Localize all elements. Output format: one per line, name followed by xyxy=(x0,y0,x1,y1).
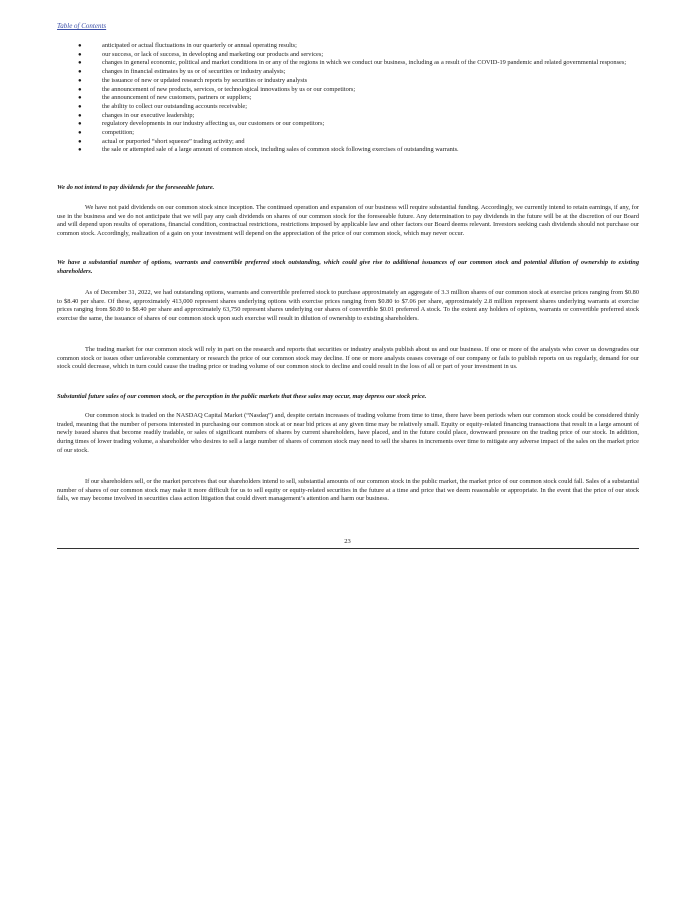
future-sales-heading: Substantial future sales of our common stock, or the perception in the public markets that these sales may occur, may depress our stock price. xyxy=(57,393,427,400)
list-item xyxy=(78,138,648,147)
list-item xyxy=(78,129,648,138)
bullet-icon: ● xyxy=(78,138,82,145)
list-item xyxy=(78,77,648,86)
list-item-text: the announcement of new products, services, or technological innovations by us or our competitors; xyxy=(102,85,356,93)
shareholder-sales-paragraph: If our shareholders sell, or the market perceives that our shareholders intend to sell, substantial amounts of our common stock in the public market, the market price of our common stock could fall. Sales of a substantial number of shares of our common stock may make it more difficult for us to sell equity or equity-related securities in the future at a time and price that we deem reasonable or appropriate. In the event that the price of our stock falls, we may become involved in securities class action litigation that could divert management’s attention and harm our business. xyxy=(57,478,639,503)
page-number: 23 xyxy=(344,538,351,545)
bullet-icon: ● xyxy=(78,130,82,137)
list-item xyxy=(78,112,648,121)
nasdaq-trading-paragraph: Our common stock is traded on the NASDAQ Capital Market (“Nasdaq”) and, despite certain increases of trading volume from time to time, there have been periods when our common stock could be considered thinly traded, meaning that the number of persons interested in purchasing our common stock at or near bid prices at any given time may be relatively small. Equity or equity-related financing transactions that result in a large amount of newly issued shares that become readily tradable, or sales of significant numbers of shares by current shareholders, have placed, and in the future could place, downward pressure on the trading price of our stock. In addition, during times of lower trading volume, a shareholder who desires to sell a large number of shares of common stock may need to sell the shares in increments over time to mitigate any adverse impact of the sales on the market price of our stock. xyxy=(57,412,639,454)
list-item-text: our success, or lack of success, in developing and marketing our products and services; xyxy=(102,50,324,58)
dividends-heading: We do not intend to pay dividends for the foreseeable future. xyxy=(57,184,215,191)
bullet-icon: ● xyxy=(78,60,82,67)
options-warrants-heading: We have a substantial number of options, warrants and convertible preferred stock outstanding, which could give rise to additional issuances of our common stock and potential dilution of ownership to existing shareholders. xyxy=(57,259,639,275)
bullet-icon: ● xyxy=(78,95,82,102)
bullet-icon: ● xyxy=(78,43,82,49)
list-item xyxy=(78,59,648,68)
list-item-text: changes in our executive leadership; xyxy=(102,111,195,119)
table-of-contents-link[interactable]: Table of Contents xyxy=(57,22,107,30)
analyst-research-paragraph: The trading market for our common stock will rely in part on the research and reports that securities or industry analysts publish about us and our business. If one or more of the analysts who cover us downgrades our common stock or issues other unfavorable commentary or research the price of our common stock may decline. If one or more analysts ceases coverage of our company or fails to publish reports on us regularly, demand for our stock could decrease, which in turn could cause the trading price or trading volume of our common stock to decline and could result in the loss of all or part of your investment in us. xyxy=(57,346,639,371)
list-item-text: the sale or attempted sale of a large amount of common stock, including sales of common stock following exercises of outstanding warrants. xyxy=(102,146,459,154)
list-item-text: competition; xyxy=(102,129,135,137)
options-warrants-paragraph: As of December 31, 2022, we had outstanding options, warrants and convertible preferred stock to purchase approximately an aggregate of 3.3 million shares of our common stock at exercise prices ranging from $0.80 to $8.40 per share. Of these, approximately 413,000 represent shares underlying options with exercise prices ranging from $0.80 to $7.06 per share, approximately 2.8 million represent shares underlying warrants at exercise prices ranging from $0.80 to $8.40 per share and approximately 63,750 represent shares underlying our shares of convertible $0.01 preferred A stock. To the extent any holders of options, warrants or convertible preferred stock exercise the same, the issuance of shares of our common stock upon such exercise will result in dilution of ownership to existing shareholders. xyxy=(57,289,639,323)
risk-factor-bullet-list xyxy=(78,42,648,155)
bullet-icon: ● xyxy=(78,147,82,154)
bullet-icon: ● xyxy=(78,121,82,128)
list-item xyxy=(78,86,648,95)
list-item xyxy=(78,146,648,155)
list-item xyxy=(78,94,648,103)
list-item-text: regulatory developments in our industry affecting us, our customers or our competitors; xyxy=(102,120,325,128)
bullet-icon: ● xyxy=(78,69,82,76)
list-item xyxy=(78,51,648,60)
bullet-icon: ● xyxy=(78,77,82,84)
list-item-text: the announcement of new customers, partners or suppliers; xyxy=(102,94,252,102)
list-item-text: anticipated or actual fluctuations in our quarterly or annual operating results; xyxy=(102,42,297,49)
footer-divider xyxy=(57,548,639,549)
bullet-icon: ● xyxy=(78,103,82,110)
list-item xyxy=(78,120,648,129)
list-item xyxy=(78,42,648,51)
list-item xyxy=(78,68,648,77)
list-item-text: changes in general economic, political and market conditions in or any of the regions in which we conduct our business, including as a result of the COVID-19 pandemic and related governmental responses; xyxy=(102,59,627,67)
list-item-text: the ability to collect our outstanding accounts receivable; xyxy=(102,102,247,110)
bullet-icon: ● xyxy=(78,86,82,93)
list-item-text: the issuance of new or updated research reports by securities or industry analysts xyxy=(102,76,308,84)
bullet-icon: ● xyxy=(78,112,82,119)
bullet-icon: ● xyxy=(78,51,82,58)
dividends-paragraph: We have not paid dividends on our common stock since inception. The continued operation and expansion of our business will require substantial funding. Accordingly, we currently intend to retain earnings, if any, for use in the business and we do not anticipate that we will pay any cash dividends on shares of our common stock for the foreseeable future. Any determination to pay dividends in the future will be at the discretion of our Board and will depend upon results of operations, financial condition, contractual restrictions, restrictions imposed by applicable law and other factors our Board deems relevant. Investors seeking cash dividends should not purchase our common stock. Accordingly, realization of a gain on your investment will depend on the appreciation of the price of our common stock, which may never occur. xyxy=(57,204,639,238)
list-item xyxy=(78,103,648,112)
list-item-text: changes in financial estimates by us or of securities or industry analysts; xyxy=(102,68,286,76)
list-item-text: actual or purported “short squeeze” trading activity; and xyxy=(102,137,245,145)
